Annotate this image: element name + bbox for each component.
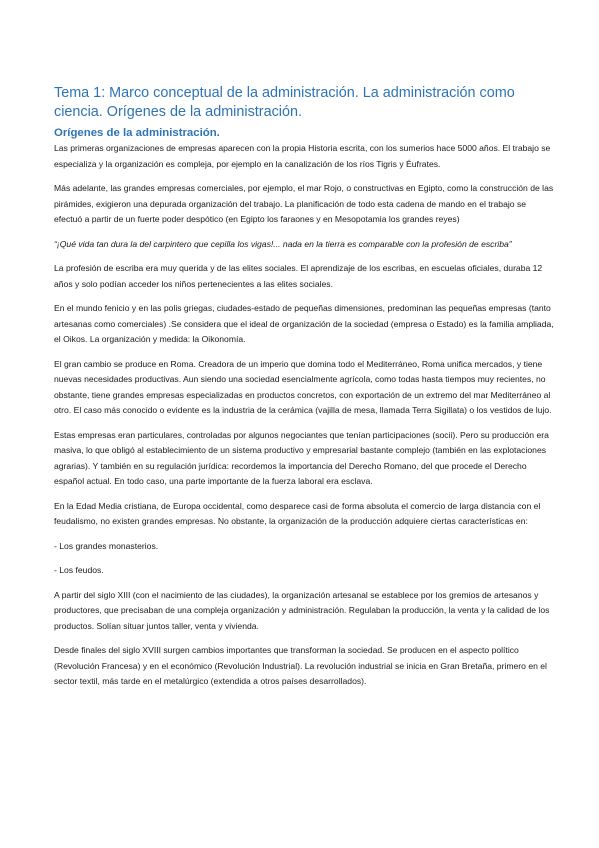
- paragraph-empresas-particulares: Estas empresas eran particulares, controladas por algunos negociantes que tenían participaciones (socii). Pero su producción era masiva, lo que obligó al establecimiento de un sistema productivo y empresarial bastante complejo (también en las explotaciones agrarias). Y también en su regulación jurídica: recordemos la importancia del Derecho Romano, del que procede el Derecho español actual. En todo caso, una parte importante de la fuerza laboral era esclava.: [54, 429, 549, 486]
- paragraph-egipto: Más adelante, las grandes empresas comerciales, por ejemplo, el mar Rojo, o constructivas en Egipto, como la construcción de las pirámides, exigieron una depurada organización del trabajo. La planificación de todo esta cadena de mando en el trabajo se efectuó a partir de un fuerte poder despótico (en Egipto los faraones y en Mesopotamia los grandes reyes): [54, 183, 554, 224]
- paragraph-siglo-xiii: A partir del siglo XIII (con el nacimiento de las ciudades), la organización artesanal se establece por los gremios de artesanos y productores, que precisaban de una compleja organización y administración. Regulaban la producción, la venta y la calidad de los productos. Solían situar juntos taller, venta y vivienda.: [54, 589, 550, 631]
- paragraph-fenicio-griego: En el mundo fenicio y en las polis griegas, ciudades-estado de pequeñas dimensiones, predominan las pequeñas empresas (tanto artesanas como comerciales) .Se considera que el ideal de organización de la sociedad (empresa o Estado) es la familia ampliada, el Oikos. La organización y medida: la Oikonomía.: [54, 303, 554, 344]
- list-item-feudos: - Los feudos.: [54, 565, 104, 575]
- document-title: Tema 1: Marco conceptual de la administración. La administración como ciencia. Orígenes de la administración.: [54, 85, 515, 120]
- paragraph-escriba: La profesión de escriba era muy querida y de las elites sociales. El aprendizaje de los escribas, en escuelas oficiales, duraba 12 años y solo podían acceder los niños pertenecientes a las elites sociales.: [54, 263, 543, 289]
- section-heading: Orígenes de la administración.: [54, 127, 220, 139]
- paragraph-quote: “¡Qué vida tan dura la del carpintero que cepilla los vigas!... nada en la tierra es comparable con la profesión de escriba”: [54, 238, 512, 249]
- paragraph-edad-media: En la Edad Media cristiana, de Europa occidental, como desparece casi de forma absoluta el comercio de larga distancia con el feudalismo, no existen grandes empresas. No obstante, la organización de la producción adquiere ciertas características en:: [54, 500, 541, 526]
- paragraph-roma: El gran cambio se produce en Roma. Creadora de un imperio que domina todo el Mediterráneo, Roma unifica mercados, y tiene nuevas necesidades productivas. Aun siendo una sociedad esencialmente agrícola, como todas hasta tiempos muy recientes, no obstante, tiene grandes empresas especializadas en productos concretos, con exportación de un extremo del mar Mediterráneo al otro. El caso más conocido o evidente es la industria de la cerámica (vajilla de mesa, llamada Terra Sigillata) o los vestidos de lujo.: [54, 358, 552, 415]
- list-item-monasterios: - Los grandes monasterios.: [54, 540, 159, 551]
- document-body: [54, 84, 554, 699]
- paragraph-sumerios: Las primeras organizaciones de empresas aparecen con la propia Historia escrita, con los sumerios hace 5000 años. El trabajo se especializa y la organización es compleja, por ejemplo en la canalización de los ríos Tigris y Éufrates.: [54, 143, 551, 169]
- paragraph-siglo-xviii: Desde finales del siglo XVIII surgen cambios importantes que transforman la sociedad. Se producen en el aspecto político (Revolución Francesa) y en el económico (Revolución Industrial). La revolución industrial se inicia en Gran Bretaña, primero en el sector textil, más tarde en el metalúrgico (extendida a otros países desarrollados).: [54, 645, 547, 686]
